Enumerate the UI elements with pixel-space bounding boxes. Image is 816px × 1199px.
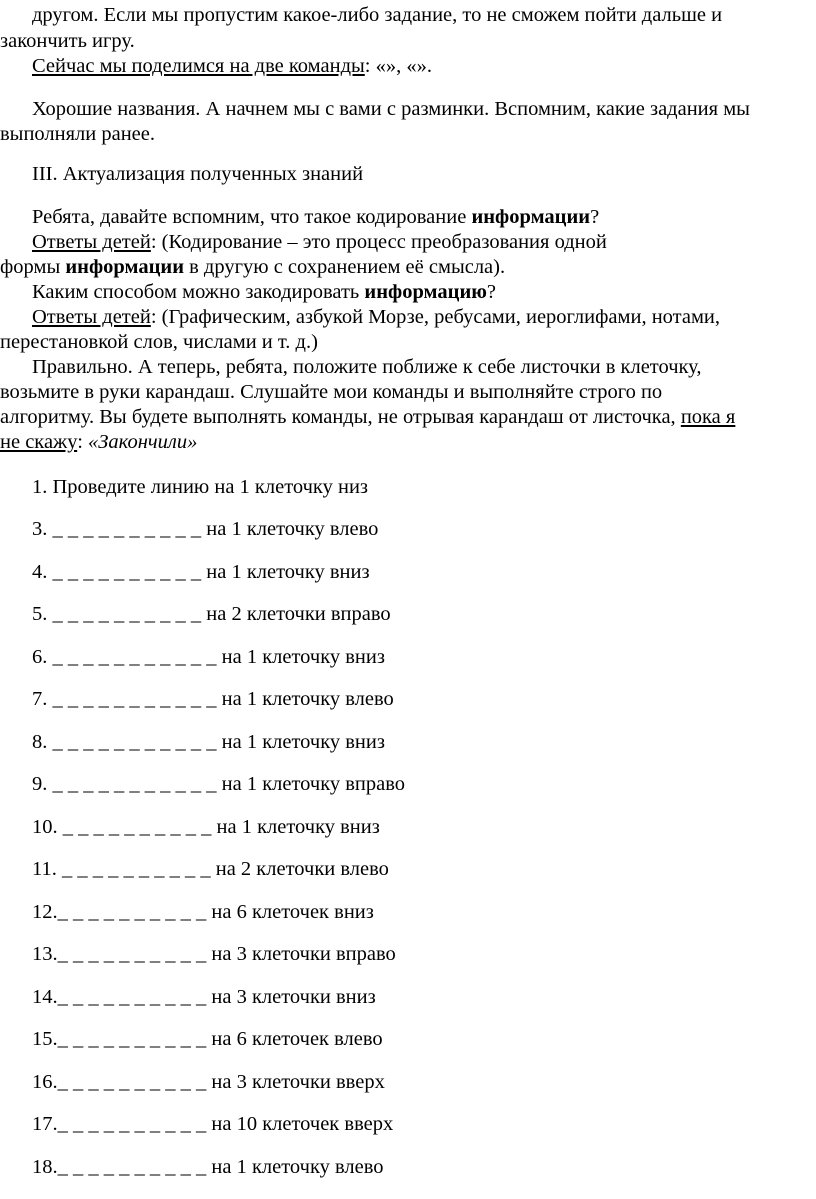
answers-label: Ответы детей [32,231,151,253]
teams-suffix-text: : «», «». [364,55,432,77]
question-1-text: Ребята, давайте вспомним, что такое кодирование [32,206,472,228]
command-item: 13._ _ _ _ _ _ _ _ _ _ на 3 клеточки вправо [32,943,396,965]
question-2-bold: информацию [364,281,487,303]
teams-underlined-text: Сейчас мы поделимся на две команды [32,55,365,77]
instruction-line-3-text: алгоритму. Вы будете выполнять команды, не отрывая карандаш от листочка, [0,406,681,428]
intro-line-1: другом. Если мы пропустим какое-либо задание, то не сможем пойти дальше и [32,4,723,26]
question-2-end: ? [486,281,497,303]
warmup-line-2: выполняли ранее. [0,123,156,145]
command-item: 18._ _ _ _ _ _ _ _ _ _ на 1 клеточку влево [32,1156,384,1178]
answer-1-line-2 [0,255,505,279]
instruction-line-3 [0,405,735,429]
answer-2-line-2: перестановкой слов, числами и т. д.) [0,331,318,353]
instruction-line-2: возьмите в руки карандаш. Слушайте мои команды и выполняйте строго по [0,381,663,403]
instruction-line-4 [0,430,197,454]
command-item: 17._ _ _ _ _ _ _ _ _ _ на 10 клеточек вверх [32,1113,394,1135]
answer-2-text: : (Графическим, азбукой Морзе, ребусами, иероглифами, нотами, [150,306,721,328]
question-1-end: ? [590,206,600,228]
instruction-line-3-underlined: пока я [680,406,736,428]
question-2 [32,280,496,304]
command-item: 16._ _ _ _ _ _ _ _ _ _ на 3 клеточки вверх [32,1071,385,1093]
command-item: 1. Проведите линию на 1 клеточку низ [32,476,369,498]
answers-label-2: Ответы детей [32,306,151,328]
command-item: 8. _ _ _ _ _ _ _ _ _ _ _ на 1 клеточку вниз [32,731,385,753]
answer-1-text: : (Кодирование – это процесс преобразования одной [150,231,607,253]
command-item: 3. _ _ _ _ _ _ _ _ _ _ на 1 клеточку влево [32,518,379,540]
question-1-bold: информации [471,206,591,228]
answer-1-line-2-bold: информации [65,256,184,278]
answer-2-line-1 [32,305,720,329]
answer-1-line-1 [32,230,607,254]
instruction-line-4-italic: «Закончили» [88,431,198,453]
command-item: 15._ _ _ _ _ _ _ _ _ _ на 6 клеточек влево [32,1028,383,1050]
answer-1-line-2-prefix: формы [0,256,66,278]
command-item: 5. _ _ _ _ _ _ _ _ _ _ на 2 клеточки вправо [32,603,391,625]
intro-line-2: закончить игру. [0,30,135,52]
command-item: 4. _ _ _ _ _ _ _ _ _ _ на 1 клеточку вниз [32,561,370,583]
command-item: 10. _ _ _ _ _ _ _ _ _ _ на 1 клеточку вниз [32,816,380,838]
command-item: 7. _ _ _ _ _ _ _ _ _ _ _ на 1 клеточку влево [32,688,394,710]
command-item: 14._ _ _ _ _ _ _ _ _ _ на 3 клеточки вниз [32,986,376,1008]
question-1 [32,205,599,229]
instruction-line-4-underlined: не скажу [0,431,78,453]
instruction-line-4-colon: : [77,431,89,453]
warmup-line-1: Хорошие названия. А начнем мы с вами с разминки. Вспомним, какие задания мы [32,98,750,120]
teams-paragraph [32,54,432,78]
instruction-line-1: Правильно. А теперь, ребята, положите поближе к себе листочки в клеточку, [32,356,702,378]
command-item: 9. _ _ _ _ _ _ _ _ _ _ _ на 1 клеточку вправо [32,773,406,795]
section-heading: III. Актуализация полученных знаний [32,163,364,185]
command-item: 12._ _ _ _ _ _ _ _ _ _ на 6 клеточек вниз [32,901,374,923]
command-item: 11. _ _ _ _ _ _ _ _ _ _ на 2 клеточки влево [32,858,389,880]
command-item: 6. _ _ _ _ _ _ _ _ _ _ _ на 1 клеточку вниз [32,646,385,668]
answer-1-line-2-suffix: в другую с сохранением её смысла). [184,256,506,278]
question-2-text: Каким способом можно закодировать [32,281,365,303]
